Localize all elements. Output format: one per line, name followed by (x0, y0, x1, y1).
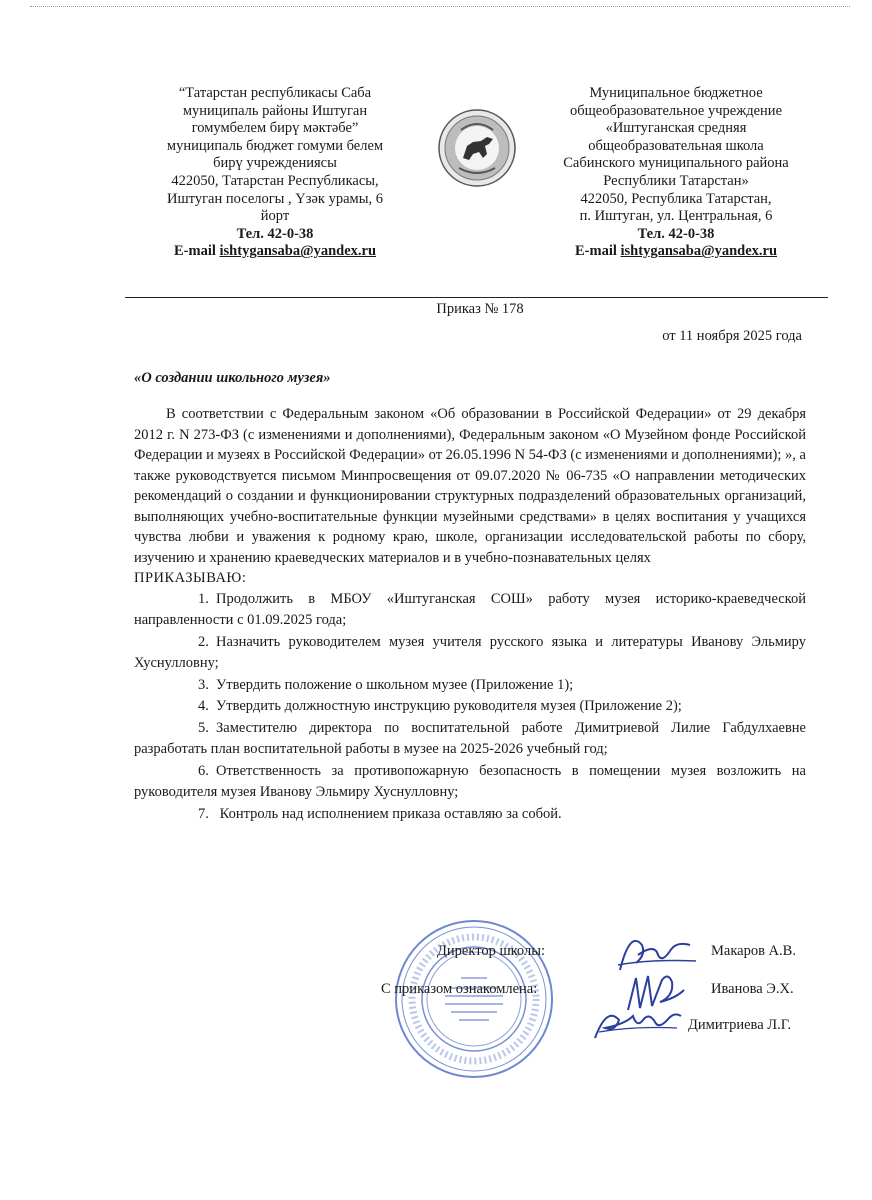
header-left-tatar (140, 85, 410, 261)
preamble-paragraph: В соответствии с Федеральным законом «Об образовании в Российской Федерации» от 29 декабря 2012 г. N 273-ФЗ (с изменениями и дополнениями), Федеральным законом «О Музейном фонде Российской Федерации и музеях в Российской Федерации» от 26.05.1996 N 54-ФЗ (с изменениями и дополнениями); », а также руководствуется письмом Минпросвещения от 09.07.2020 № 06-735 «О направлении методических рекомендаций о создании и функционировании структурных подразделений образовательных организаций, выполняющих учебно-воспитательные функции музейными средствами» в целях воспитания у учащихся чувства любви и уважения к родному краю, школе, организации исследовательской работы по сбору, изучению и хранению краеведческих материалов и в учебно-познавательных целях (134, 406, 806, 566)
email-label: E-mail (574, 243, 621, 260)
header-left-line: йорт (260, 208, 290, 225)
header-right-email-row (540, 243, 812, 261)
item-text: Контроль над исполнением приказа оставляю за собой. (216, 805, 562, 822)
dimitrieva-signature (585, 998, 685, 1048)
item-text: Ответственность за противопожарную безопасность в помещении музея возложить на руководителя музея Иванову Эльмиру Хуснулловну; (134, 762, 806, 800)
item-number: 7. (198, 805, 209, 822)
item-number: 2. (198, 633, 209, 650)
item-number: 5. (198, 719, 209, 736)
item-text: Заместителю директора по воспитательной работе Димитриевой Лилие Габдулхаевне разработать план воспитательной работы в музее на 2025-2026 учебный год; (134, 719, 806, 757)
header-right-line: 422050, Республика Татарстан, (580, 190, 772, 207)
item-text: Утвердить положение о школьном музее (Приложение 1); (216, 676, 574, 693)
order-items-list (134, 589, 806, 826)
header-right-email-link[interactable]: ishtygansaba@yandex.ru (620, 243, 778, 260)
list-item (134, 696, 806, 718)
acquainted-name-dimitrieva: Димитриева Л.Г. (688, 1017, 792, 1033)
header-left-line: “Татарстан республикасы Саба (178, 85, 372, 101)
order-date: от 11 ноября 2025 года (662, 328, 802, 344)
header-right-line: Республики Татарстан» (603, 172, 749, 189)
header-left-line: муниципаль районы Иштуган (182, 102, 368, 119)
list-item (134, 632, 806, 675)
item-text: Утвердить должностную инструкцию руководителя музея (Приложение 2); (216, 698, 682, 714)
header-left-email-row (140, 243, 410, 261)
list-item (134, 589, 806, 632)
scan-edge-dots (30, 6, 850, 13)
item-number: 1. (198, 590, 209, 607)
header-left-line: бирү учреждениясы (213, 155, 337, 172)
list-item (134, 761, 806, 804)
item-number: 3. (198, 676, 209, 693)
header-right-line: «Иштуганская средняя (605, 120, 747, 137)
header-divider (125, 297, 828, 298)
header-left-line: Иштуган поселогы , Үзәк урамы, 6 (167, 190, 383, 207)
list-item (134, 718, 806, 761)
header-right-line: п. Иштуган, ул. Центральная, 6 (579, 208, 773, 225)
item-number: 4. (198, 698, 209, 714)
header-right-line: Муниципальное бюджетное (589, 85, 763, 101)
director-label: Директор школы: (437, 943, 545, 959)
header-left-email-link[interactable]: ishtygansaba@yandex.ru (219, 243, 377, 260)
header-right-line: общеобразовательное учреждение (569, 102, 783, 119)
email-label: E-mail (173, 243, 220, 260)
header-left-phone: Тел. 42-0-38 (236, 225, 314, 242)
header-right-russian (540, 85, 812, 261)
header-right-line: Сабинского муниципального района (563, 155, 789, 172)
header-left-line: муниципаль бюджет гомуми белем (166, 137, 384, 154)
acquainted-label: С приказом ознакомлена: (381, 981, 538, 997)
order-number: Приказ № 178 (436, 301, 524, 317)
header-left-line: 422050, Татарстан Республикасы, (171, 172, 379, 189)
header-left-line: гомумбелем бирү мәктәбе” (191, 120, 359, 137)
header-right-line: общеобразовательная школа (588, 137, 764, 154)
list-item (134, 804, 806, 826)
decree-word: ПРИКАЗЫВАЮ: (134, 570, 247, 586)
item-text: Продолжить в МБОУ «Иштуганская СОШ» работу музея историко-краеведческой направленности с 01.09.2025 года; (134, 590, 806, 628)
item-text: Назначить руководителем музея учителя русского языка и литературы Иванову Эльмиру Хуснулловну; (134, 633, 806, 671)
director-name: Макаров А.В. (711, 943, 796, 959)
tatarstan-coat-of-arms-icon (437, 108, 517, 188)
list-item (134, 675, 806, 697)
header-right-phone: Тел. 42-0-38 (637, 225, 715, 242)
order-title: «О создании школьного музея» (134, 370, 331, 386)
order-body (134, 404, 806, 825)
item-number: 6. (198, 762, 209, 779)
acquainted-name-ivanova: Иванова Э.Х. (711, 981, 794, 997)
